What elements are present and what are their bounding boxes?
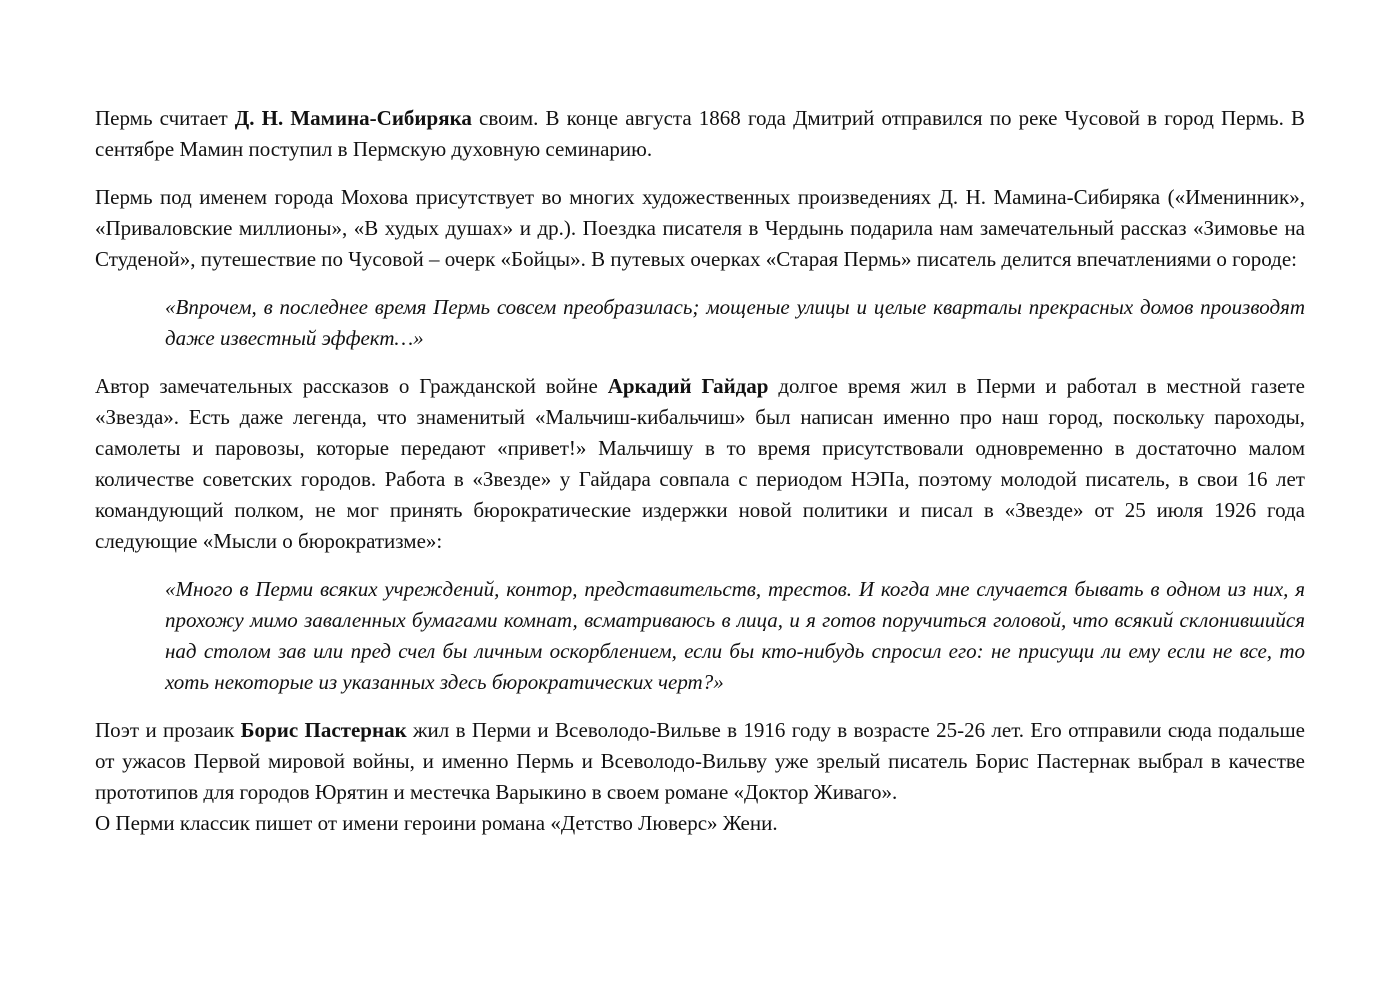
quote-staraya-perm: «Впрочем, в последнее время Пермь совсем преобразилась; мощеные улицы и целые кварталы прекрасных домов производят даже известный эффект…» bbox=[165, 295, 1305, 350]
paragraph-text: Пермь считает bbox=[95, 106, 235, 130]
paragraph-text: Автор замечательных рассказов о Гражданской войне bbox=[95, 374, 608, 398]
paragraph-mokhov: Пермь под именем города Мохова присутствует во многих художественных произведениях Д. Н. Мамина-Сибиряка («Именинник», «Приваловские миллионы», «В худых душах» и др.). Поездка писателя в Чердынь подарила нам замечательный рассказ «Зимовье на Студеной», путешествие по Чусовой – очерк «Бойцы». В путевых очерках «Старая Пермь» писатель делится впечатлениями о городе: bbox=[95, 185, 1305, 271]
paragraph-gaidar bbox=[95, 371, 1305, 557]
paragraph-text: Поэт и прозаик bbox=[95, 718, 241, 742]
document-page bbox=[95, 103, 1305, 856]
paragraph-text: долгое время жил в Перми и работал в местной газете «Звезда». Есть даже легенда, что знаменитый «Мальчиш-кибальчиш» был написан именно про наш город, поскольку пароходы, самолеты и паровозы, которые передают «привет!» Мальчишу в то время присутствовали одновременно в достаточно малом количестве советских городов. Работа в «Звезде» у Гайдара совпала с периодом НЭПа, поэтому молодой писатель, в свои 16 лет командующий полком, не мог принять бюрократические издержки новой политики и писал в «Звезде» от 25 июля 1926 года следующие «Мысли о бюрократизме»: bbox=[95, 374, 1305, 553]
paragraph-detstvo-lyuvers: О Перми классик пишет от имени героини романа «Детство Люверс» Жени. bbox=[95, 811, 778, 835]
paragraph-text: жил в Перми и Всеволодо-Вильве в 1916 году в возрасте 25-26 лет. Его отправили сюда подальше от ужасов Первой мировой войны, и именно Пермь и Всеволодо-Вильву уже зрелый писатель Борис Пастернак выбрал в качестве прототипов для городов Юрятин и местечка Варыкино в своем романе «Доктор Живаго». bbox=[95, 718, 1305, 804]
author-name-mamin-sibiryak: Д. Н. Мамина-Сибиряка bbox=[234, 106, 472, 130]
author-name-pasternak: Борис Пастернак bbox=[240, 718, 407, 742]
author-name-gaidar: Аркадий Гайдар bbox=[607, 374, 769, 398]
quote-mysli-o-byurokratizme: «Много в Перми всяких учреждений, контор, представительств, трестов. И когда мне случается бывать в одном из них, я прохожу мимо заваленных бумагами комнат, всматриваюсь в лица, и я готов поручиться головой, что всякий склонившийся над столом зав или пред счел бы личным оскорблением, если бы кто-нибудь спросил его: не присущи ли ему если не все, то хоть некоторые из указанных здесь бюрократических черт?» bbox=[165, 577, 1305, 694]
paragraph-mamin-sibiryak bbox=[95, 103, 1305, 165]
paragraph-pasternak bbox=[95, 715, 1305, 808]
paragraph-text: своим. В конце августа 1868 года Дмитрий отправился по реке Чусовой в город Пермь. В сентябре Мамин поступил в Пермскую духовную семинарию. bbox=[95, 106, 1305, 161]
